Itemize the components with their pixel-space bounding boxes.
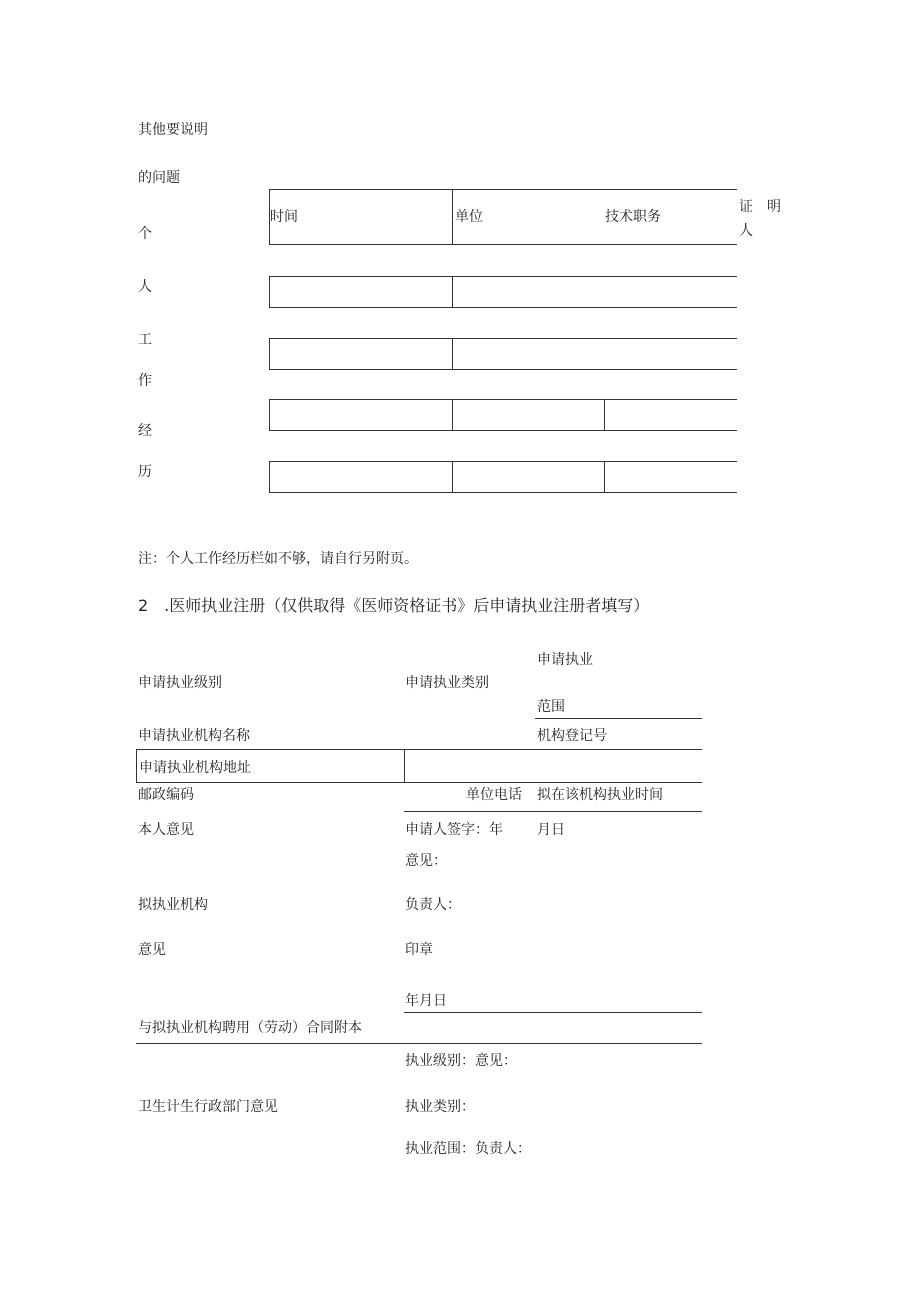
postcode-row-underline <box>404 811 702 812</box>
postcode-label: 邮政编码 <box>138 787 194 803</box>
address-row-divider <box>404 749 405 782</box>
header-witness-line2: 人 <box>739 223 753 239</box>
row-divider <box>452 338 453 370</box>
month-day-label: 月日 <box>537 822 565 838</box>
work-history-row[interactable] <box>269 461 737 493</box>
header-position: 技术职务 <box>605 209 661 225</box>
header-unit: 单位 <box>455 209 483 225</box>
org-reg-label: 机构登记号 <box>537 728 607 744</box>
org-address-label: 申请执业机构地址 <box>139 760 251 776</box>
seal-label: 印章 <box>405 942 433 958</box>
planned-org-opinion-label: 意见： <box>405 853 447 869</box>
address-label-bottom-line <box>136 782 405 783</box>
header-witness-line1: 证 明 <box>739 199 781 215</box>
practice-level-opinion: 执业级别：意见： <box>405 1053 517 1069</box>
practice-level-label: 申请执业级别 <box>138 675 222 691</box>
work-history-row[interactable] <box>269 399 737 431</box>
date-label: 年月日 <box>405 993 447 1009</box>
planned-org-label: 拟执业机构 <box>138 897 208 913</box>
unit-phone-label: 单位电话 <box>466 787 522 803</box>
header-divider <box>452 189 453 245</box>
row-divider <box>452 276 453 308</box>
health-dept-opinion-label: 卫生计生行政部门意见 <box>138 1099 278 1115</box>
contract-label: 与拟执业机构聘用（劳动）合同附本 <box>138 1020 362 1036</box>
org-name-label: 申请执业机构名称 <box>138 728 250 744</box>
planned-org-opinion-label2: 意见 <box>138 942 166 958</box>
planned-time-label: 拟在该机构执业时间 <box>537 787 663 803</box>
practice-category-field-label: 执业类别： <box>405 1099 475 1115</box>
work-history-row[interactable] <box>269 338 737 370</box>
person-in-charge-label: 负责人： <box>405 897 461 913</box>
org-address-field[interactable] <box>404 782 702 783</box>
practice-scope-label-line1: 申请执业 <box>537 652 593 668</box>
scope-underline <box>535 718 702 719</box>
section2-title: 2 .医师执业注册（仅供取得《医师资格证书》后申请执业注册者填写） <box>138 596 650 615</box>
side-label-char-6: 历 <box>138 464 152 480</box>
side-label-char-1: 个 <box>138 226 152 242</box>
other-notes-label-line2: 的问题 <box>138 170 180 186</box>
self-opinion-label: 本人意见 <box>138 822 194 838</box>
side-label-char-4: 作 <box>138 373 152 389</box>
side-label-char-2: 人 <box>138 279 152 295</box>
address-row-left-line <box>136 749 137 782</box>
row-divider <box>452 399 453 431</box>
header-time: 时间 <box>270 209 298 225</box>
row-divider <box>452 461 453 493</box>
applicant-signature-label: 申请人签字：年 <box>405 822 503 838</box>
other-notes-label-line1: 其他要说明 <box>138 122 208 138</box>
practice-scope-person-label: 执业范围：负责人： <box>405 1141 531 1157</box>
work-history-row[interactable] <box>269 276 737 308</box>
side-label-char-3: 工 <box>138 332 152 348</box>
contract-row-underline <box>136 1043 702 1044</box>
address-row-top-line <box>136 749 702 750</box>
row-divider <box>604 461 605 493</box>
practice-scope-label-line2: 范围 <box>537 699 565 715</box>
practice-category-label: 申请执业类别 <box>405 675 489 691</box>
date-underline <box>404 1012 702 1013</box>
work-history-note: 注：个人工作经历栏如不够，请自行另附页。 <box>138 551 418 567</box>
side-label-char-5: 经 <box>138 423 152 439</box>
work-history-header-row <box>269 189 737 245</box>
row-divider <box>604 399 605 431</box>
